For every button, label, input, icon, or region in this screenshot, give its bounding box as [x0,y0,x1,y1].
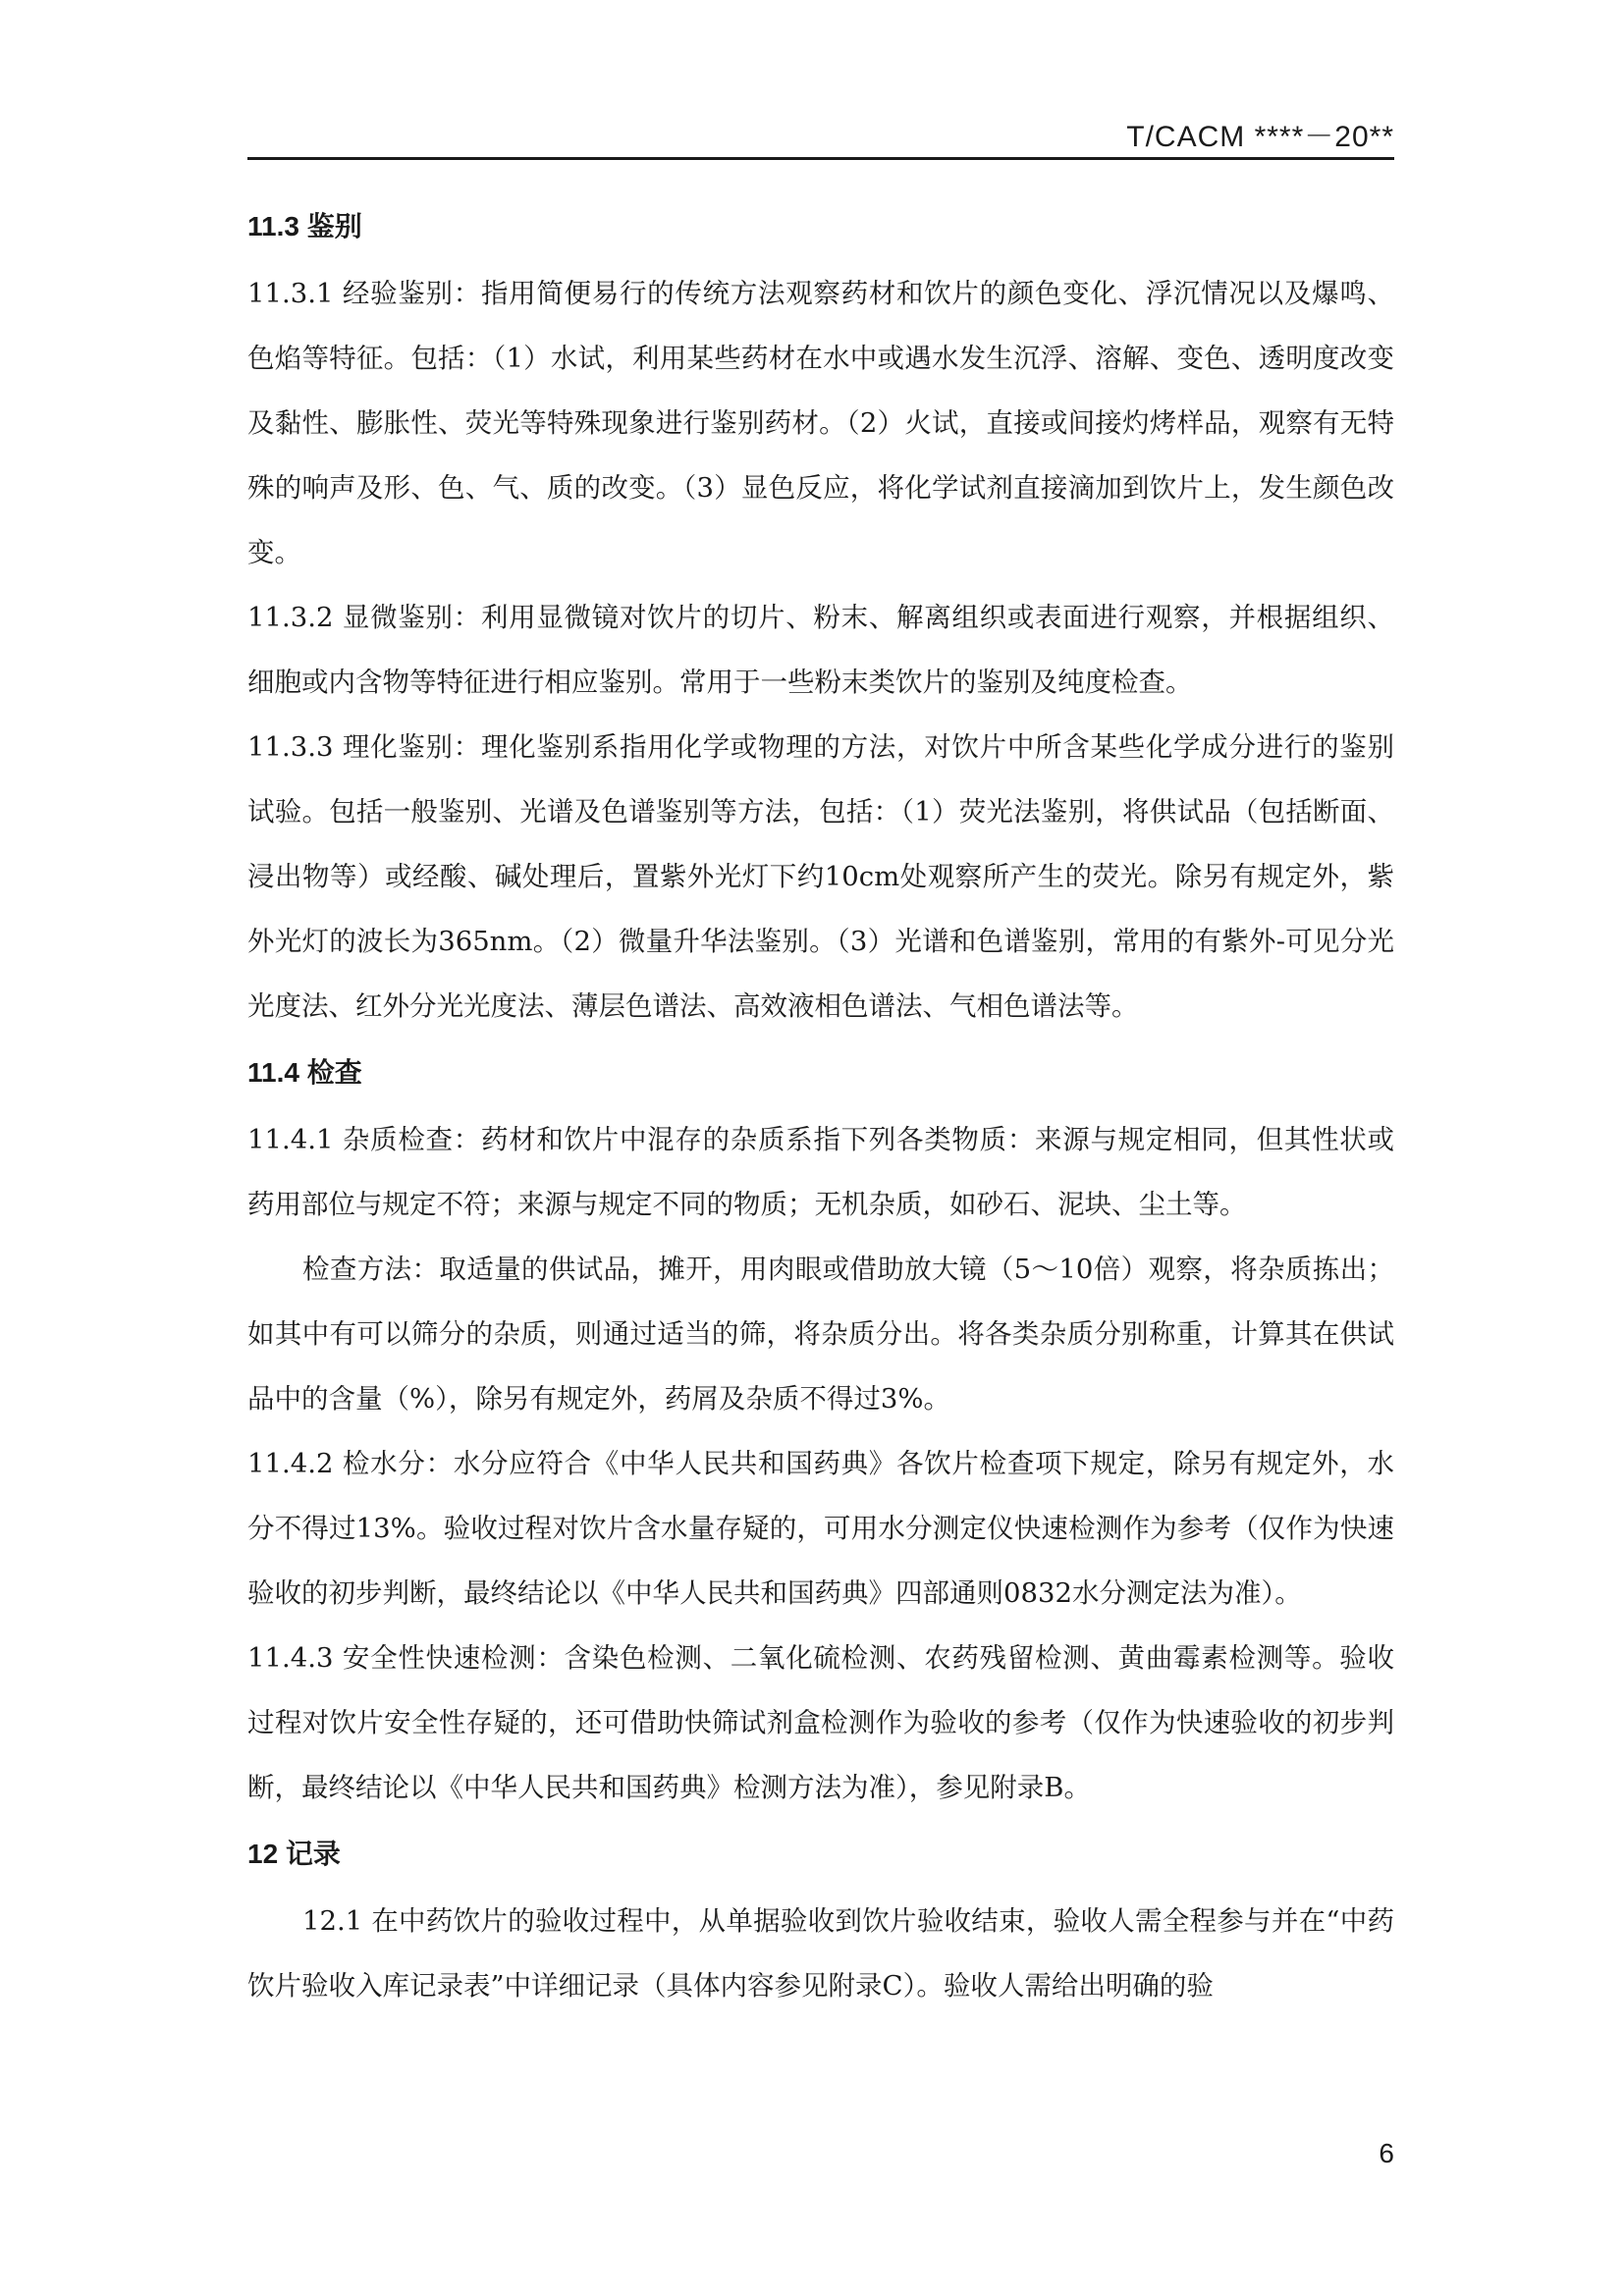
page-header [247,116,1394,159]
section-heading-11-3: 11.3 鉴别 [247,211,362,241]
paragraph-11-4-1: 11.4.1 杂质检查：药材和饮片中混存的杂质系指下列各类物质：来源与规定相同，但其性状或药用部位与规定不符；来源与规定不同的物质；无机杂质，如砂石、泥块、尘土等。 [247,1124,1394,1220]
paragraph-11-3-3: 11.3.3 理化鉴别：理化鉴别系指用化学或物理的方法，对饮片中所含某些化学成分进行的鉴别试验。包括一般鉴别、光谱及色谱鉴别等方法，包括：（1）荧光法鉴别，将供试品（包括断面、浸出物等）或经酸、碱处理后，置紫外光灯下约10cm处观察所产生的荧光。除另有规定外，紫外光灯的波长为365nm。（2）微量升华法鉴别。（3）光谱和色谱鉴别，常用的有紫外-可见分光光度法、红外分光光度法、薄层色谱法、高效液相色谱法、气相色谱法等。 [247,731,1394,1022]
paragraph-11-4-2: 11.4.2 检水分：水分应符合《中华人民共和国药典》各饮片检查项下规定，除另有规定外，水分不得过13%。验收过程对饮片含水量存疑的，可用水分测定仪快速检测作为参考（仅作为快速验收的初步判断，最终结论以《中华人民共和国药典》四部通则0832水分测定法为准）。 [247,1448,1394,1609]
header-divider [247,157,1394,160]
paragraph-inspection-method: 检查方法：取适量的供试品，摊开，用肉眼或借助放大镜（5～10倍）观察，将杂质拣出；如其中有可以筛分的杂质，则通过适当的筛，将杂质分出。将各类杂质分别称重，计算其在供试品中的含量（%），除另有规定外，药屑及杂质不得过3%。 [247,1254,1394,1415]
paragraph-12-1: 12.1 在中药饮片的验收过程中，从单据验收到饮片验收结束，验收人需全程参与并在“中药饮片验收入库记录表”中详细记录（具体内容参见附录C）。验收人需给出明确的验 [247,1905,1394,2002]
paragraph-11-4-3: 11.4.3 安全性快速检测：含染色检测、二氧化硫检测、农药残留检测、黄曲霉素检测等。验收过程对饮片安全性存疑的，还可借助快筛试剂盒检测作为验收的参考（仅作为快速验收的初步判断，最终结论以《中华人民共和国药典》检测方法为准），参见附录B。 [247,1642,1394,1803]
paragraph-11-3-1: 11.3.1 经验鉴别：指用简便易行的传统方法观察药材和饮片的颜色变化、浮沉情况以及爆鸣、色焰等特征。包括：（1）水试，利用某些药材在水中或遇水发生沉浮、溶解、变色、透明度改变及黏性、膨胀性、荧光等特殊现象进行鉴别药材。（2）火试，直接或间接灼烤样品，观察有无特殊的响声及形、色、气、质的改变。（3）显色反应，将化学试剂直接滴加到饮片上，发生颜色改变。 [247,278,1394,568]
page-number: 6 [1379,2138,1394,2168]
document-body [247,210,1394,2018]
paragraph-11-3-2: 11.3.2 显微鉴别：利用显微镜对饮片的切片、粉末、解离组织或表面进行观察，并根据组织、细胞或内含物等特征进行相应鉴别。常用于一些粉末类饮片的鉴别及纯度检查。 [247,602,1394,698]
standard-code: T/CACM ****－20** [1126,121,1394,153]
section-heading-11-4: 11.4 检查 [247,1057,362,1088]
section-heading-12: 12 记录 [247,1839,341,1869]
